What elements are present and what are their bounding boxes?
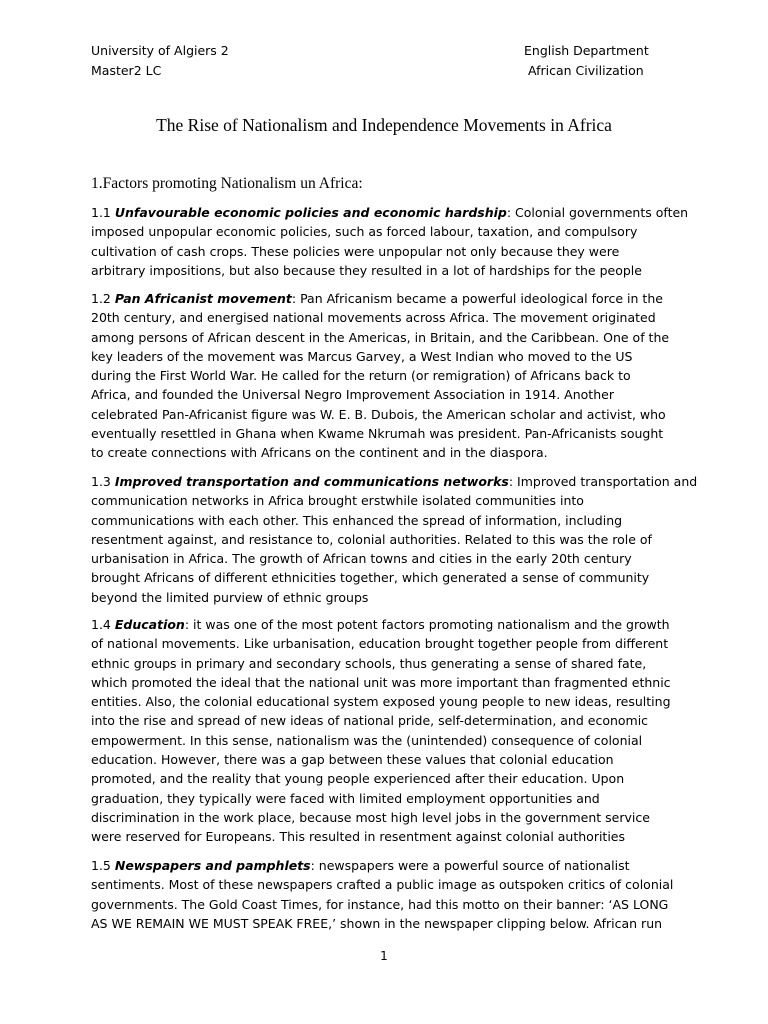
paragraph-1-3: [91, 472, 698, 607]
paragraph-lead: : newspapers were a powerful source of nationalist: [310, 858, 630, 873]
paragraph-1-4: [91, 615, 681, 847]
paragraph-line: Africa, and founded the Universal Negro Improvement Association in 1914. Another: [91, 387, 614, 403]
paragraph-title: Unfavourable economic policies and economic hardship: [114, 205, 507, 220]
page-number: 1: [380, 949, 388, 963]
paragraph-line: imposed unpopular economic policies, such as forced labour, taxation, and compulsory: [91, 224, 638, 240]
paragraph-line: eventually resettled in Ghana when Kwame Nkrumah was president. Pan-Africanists sought: [91, 426, 664, 442]
department-name: English Department: [524, 43, 649, 58]
paragraph-line: 20th century, and energised national movements across Africa. The movement originated: [91, 310, 656, 326]
paragraph-lead: : it was one of the most potent factors promoting nationalism and the growth: [184, 617, 670, 632]
paragraph-line: resentment against, and resistance to, colonial authorities. Related to this was the role of: [91, 531, 652, 547]
paragraph-line: AS WE REMAIN WE MUST SPEAK FREE,’ shown in the newspaper clipping below. African run: [91, 915, 663, 931]
paragraph-line: brought Africans of different ethnicities together, which generated a sense of community: [91, 570, 650, 586]
paragraph-title: Education: [114, 617, 185, 632]
paragraph-title: Pan Africanist movement: [114, 291, 292, 306]
paragraph-number: 1.5: [91, 858, 115, 873]
paragraph-line: during the First World War. He called for the return (or remigration) of Africans back to: [91, 368, 631, 384]
paragraph-line: to create connections with Africans on the continent and in the diaspora.: [91, 445, 548, 461]
paragraph-number: 1.4: [91, 617, 115, 632]
paragraph-line: celebrated Pan-Africanist figure was W. E. B. Dubois, the American scholar and activist, who: [91, 406, 666, 422]
course-name: African Civilization: [528, 63, 644, 78]
paragraph-1-1: [91, 203, 689, 280]
header-right: [524, 41, 649, 81]
paragraph-line: beyond the limited purview of ethnic groups: [91, 589, 369, 605]
header-left: [91, 41, 229, 81]
paragraph-line: promoted, and the reality that young people experienced after their education. Upon: [91, 771, 625, 787]
paragraph-first-line: [91, 615, 681, 634]
document-title: The Rise of Nationalism and Independence Movements in Africa: [156, 115, 612, 135]
paragraph-line: of national movements. Like urbanisation, education brought together people from different: [91, 636, 669, 652]
paragraph-lead: : Pan Africanism became a powerful ideological force in the: [291, 291, 663, 306]
paragraph-line: which promoted the ideal that the national unit was more important than fragmented ethnic: [91, 674, 671, 690]
section-heading: 1.Factors promoting Nationalism un Africa:: [91, 175, 363, 192]
paragraph-line: urbanisation in Africa. The growth of African towns and cities in the early 20th century: [91, 551, 632, 567]
paragraph-first-line: [91, 289, 681, 308]
paragraph-title: Improved transportation and communications networks: [114, 474, 509, 489]
paragraph-line: ethnic groups in primary and secondary schools, thus generating a sense of shared fate,: [91, 655, 647, 671]
paragraph-line: key leaders of the movement was Marcus Garvey, a West Indian who moved to the US: [91, 348, 633, 364]
paragraph-line: graduation, they typically were faced with limited employment opportunities and: [91, 790, 600, 806]
paragraph-line: entities. Also, the colonial educational system exposed young people to new ideas, resulting: [91, 694, 671, 710]
paragraph-line: governments. The Gold Coast Times, for instance, had this motto on their banner: ‘AS LONG: [91, 896, 669, 912]
paragraph-line: cultivation of cash crops. These policies were unpopular not only because they were: [91, 243, 620, 259]
paragraph-first-line: [91, 856, 681, 875]
paragraph-line: communications with each other. This enhanced the spread of information, including: [91, 512, 623, 528]
paragraph-first-line: [91, 472, 698, 491]
paragraph-number: 1.3: [91, 474, 115, 489]
paragraph-line: education. However, there was a gap between these values that colonial education: [91, 752, 614, 768]
paragraph-lead: : Colonial governments often: [506, 205, 689, 220]
paragraph-line: empowerment. In this sense, nationalism was the (unintended) consequence of colonial: [91, 732, 643, 748]
paragraph-1-5: [91, 856, 681, 933]
paragraph-line: arbitrary impositions, but also because they resulted in a lot of hardships for the people: [91, 262, 642, 278]
paragraph-number: 1.1: [91, 205, 115, 220]
university-name: University of Algiers 2: [91, 43, 229, 58]
paragraph-line: communication networks in Africa brought erstwhile isolated communities into: [91, 493, 584, 509]
paragraph-first-line: [91, 203, 689, 222]
paragraph-title: Newspapers and pamphlets: [114, 858, 311, 873]
paragraph-line: among persons of African descent in the Americas, in Britain, and the Caribbean. One of the: [91, 329, 670, 345]
paragraph-line: discrimination in the work place, because most high level jobs in the government service: [91, 809, 650, 825]
course-level: Master2 LC: [91, 63, 162, 78]
paragraph-number: 1.2: [91, 291, 115, 306]
paragraph-line: sentiments. Most of these newspapers crafted a public image as outspoken critics of colonial: [91, 877, 674, 893]
paragraph-line: into the rise and spread of new ideas of national pride, self-determination, and economic: [91, 713, 649, 729]
paragraph-lead: : Improved transportation and: [508, 474, 698, 489]
paragraph-line: were reserved for Europeans. This resulted in resentment against colonial authorities: [91, 829, 626, 845]
paragraph-1-2: [91, 289, 681, 463]
